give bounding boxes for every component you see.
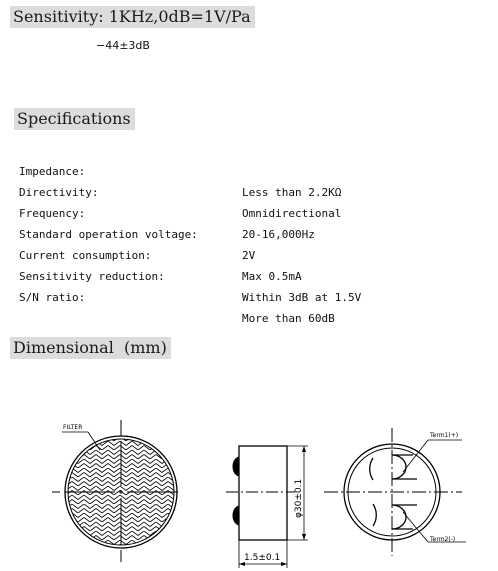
- spec-label: Sensitivity reduction:: [19, 270, 165, 283]
- spec-label: Frequency:: [19, 207, 86, 220]
- term-minus-label: Term2(-): [430, 536, 456, 543]
- side-view-drawing: [226, 446, 308, 568]
- spec-label: Impedance:: [19, 165, 86, 178]
- spec-label: Current consumption:: [19, 249, 152, 262]
- height-label: 1.5±0.1: [244, 553, 281, 563]
- spec-label: Standard operation voltage:: [19, 228, 198, 241]
- spec-value: 20-16,000Hz: [242, 228, 315, 241]
- term-plus-label: Term1(+): [430, 432, 459, 439]
- spec-value: More than 60dB: [242, 312, 335, 325]
- spec-label: Directivity:: [19, 186, 99, 199]
- dimensional-heading: Dimensional (mm): [10, 337, 171, 359]
- filter-label: FILTER: [63, 424, 83, 431]
- specifications-heading: Specifications: [14, 108, 135, 130]
- back-view-drawing: [324, 428, 466, 556]
- diameter-label: φ30±0.1: [294, 478, 304, 518]
- sensitivity-heading: Sensitivity: 1KHz,0dB=1V/Pa: [10, 6, 255, 28]
- spec-label: S/N ratio:: [19, 291, 86, 304]
- spec-value: Max 0.5mA: [242, 270, 302, 283]
- spec-value: Within 3dB at 1.5V: [242, 291, 362, 304]
- spec-value: Less than 2.2KΩ: [242, 186, 342, 199]
- front-view-drawing: [52, 420, 178, 562]
- sensitivity-value: −44±3dB: [96, 39, 150, 52]
- spec-value: Omnidirectional: [242, 207, 342, 220]
- spec-value: 2V: [242, 249, 256, 262]
